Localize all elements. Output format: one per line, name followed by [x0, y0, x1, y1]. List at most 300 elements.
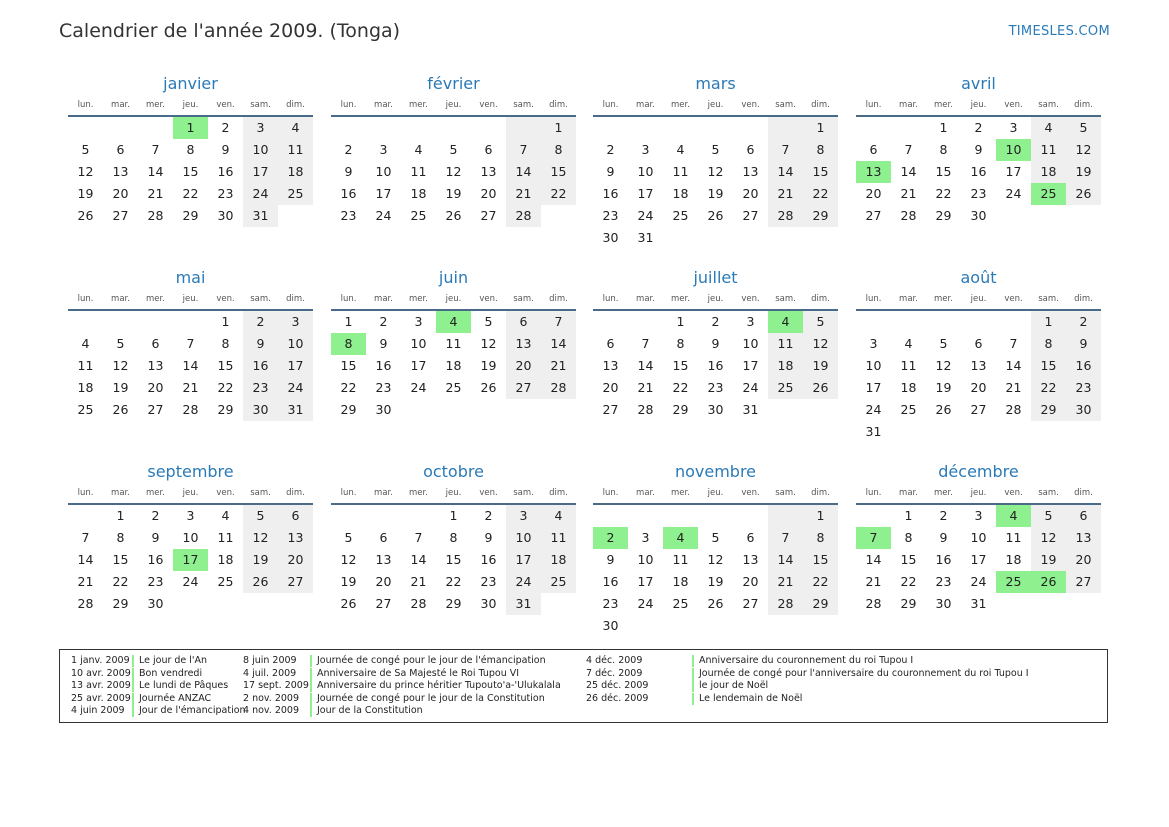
day-cell[interactable]: 26 [707, 596, 724, 611]
day-cell[interactable]: 11 [900, 358, 917, 373]
day-cell[interactable]: 17 [173, 549, 208, 571]
day-cell[interactable]: 2 [593, 527, 628, 549]
day-cell[interactable]: 4 [414, 142, 423, 157]
day-cell[interactable]: 3 [186, 508, 195, 523]
day-cell[interactable]: 24 [243, 183, 278, 205]
day-cell[interactable]: 15 [1031, 355, 1066, 377]
day-cell[interactable]: 5 [449, 142, 458, 157]
day-cell[interactable]: 14 [768, 549, 803, 571]
day-cell[interactable]: 8 [904, 530, 913, 545]
day-cell[interactable]: 1 [116, 508, 125, 523]
day-cell[interactable]: 19 [1066, 161, 1101, 183]
day-cell[interactable]: 2 [151, 508, 160, 523]
day-cell[interactable]: 24 [865, 402, 882, 417]
day-cell[interactable]: 18 [672, 574, 689, 589]
day-cell[interactable]: 8 [221, 336, 230, 351]
day-cell[interactable]: 12 [935, 358, 952, 373]
day-cell[interactable]: 16 [1066, 355, 1101, 377]
day-cell[interactable]: 16 [147, 552, 164, 567]
day-cell[interactable]: 14 [1005, 358, 1022, 373]
day-cell[interactable]: 23 [707, 380, 724, 395]
day-cell[interactable]: 18 [217, 552, 234, 567]
day-cell[interactable]: 13 [480, 164, 497, 179]
day-cell[interactable]: 3 [379, 142, 388, 157]
day-cell[interactable]: 27 [742, 596, 759, 611]
day-cell[interactable]: 5 [803, 311, 838, 333]
day-cell[interactable]: 18 [768, 355, 803, 377]
day-cell[interactable]: 6 [379, 530, 388, 545]
day-cell[interactable]: 21 [77, 574, 94, 589]
day-cell[interactable]: 8 [803, 527, 838, 549]
day-cell[interactable]: 31 [506, 593, 541, 615]
day-cell[interactable]: 29 [935, 208, 952, 223]
day-cell[interactable]: 20 [742, 574, 759, 589]
day-cell[interactable]: 3 [243, 117, 278, 139]
day-cell[interactable]: 3 [1009, 120, 1018, 135]
day-cell[interactable]: 1 [541, 117, 576, 139]
day-cell[interactable]: 29 [445, 596, 462, 611]
day-cell[interactable]: 4 [768, 311, 803, 333]
day-cell[interactable]: 4 [278, 117, 313, 139]
day-cell[interactable]: 29 [340, 402, 357, 417]
day-cell[interactable]: 5 [81, 142, 90, 157]
day-cell[interactable]: 15 [217, 358, 234, 373]
day-cell[interactable]: 25 [672, 208, 689, 223]
day-cell[interactable]: 30 [243, 399, 278, 421]
day-cell[interactable]: 7 [186, 336, 195, 351]
day-cell[interactable]: 4 [541, 505, 576, 527]
day-cell[interactable]: 1 [676, 314, 685, 329]
day-cell[interactable]: 4 [676, 142, 685, 157]
day-cell[interactable]: 14 [900, 164, 917, 179]
day-cell[interactable]: 3 [746, 314, 755, 329]
day-cell[interactable]: 22 [340, 380, 357, 395]
day-cell[interactable]: 2 [221, 120, 230, 135]
day-cell[interactable]: 15 [935, 164, 952, 179]
day-cell[interactable]: 10 [637, 164, 654, 179]
day-cell[interactable]: 2 [711, 314, 720, 329]
day-cell[interactable]: 21 [541, 355, 576, 377]
day-cell[interactable]: 28 [637, 402, 654, 417]
day-cell[interactable]: 24 [1005, 186, 1022, 201]
day-cell[interactable]: 18 [278, 161, 313, 183]
day-cell[interactable]: 31 [278, 399, 313, 421]
day-cell[interactable]: 5 [116, 336, 125, 351]
day-cell[interactable]: 27 [1066, 571, 1101, 593]
day-cell[interactable]: 19 [1031, 549, 1066, 571]
day-cell[interactable]: 25 [410, 208, 427, 223]
day-cell[interactable]: 20 [970, 380, 987, 395]
day-cell[interactable]: 7 [541, 311, 576, 333]
day-cell[interactable]: 15 [803, 161, 838, 183]
day-cell[interactable]: 17 [375, 186, 392, 201]
day-cell[interactable]: 9 [711, 336, 720, 351]
day-cell[interactable]: 22 [900, 574, 917, 589]
day-cell[interactable]: 22 [803, 183, 838, 205]
day-cell[interactable]: 10 [637, 552, 654, 567]
day-cell[interactable]: 15 [182, 164, 199, 179]
day-cell[interactable]: 25 [445, 380, 462, 395]
day-cell[interactable]: 25 [900, 402, 917, 417]
day-cell[interactable]: 30 [480, 596, 497, 611]
day-cell[interactable]: 4 [1031, 117, 1066, 139]
day-cell[interactable]: 16 [935, 552, 952, 567]
day-cell[interactable]: 25 [768, 377, 803, 399]
day-cell[interactable]: 20 [1066, 549, 1101, 571]
day-cell[interactable]: 10 [410, 336, 427, 351]
day-cell[interactable]: 9 [243, 333, 278, 355]
day-cell[interactable]: 31 [742, 402, 759, 417]
day-cell[interactable]: 10 [742, 336, 759, 351]
day-cell[interactable]: 7 [151, 142, 160, 157]
day-cell[interactable]: 11 [217, 530, 234, 545]
day-cell[interactable]: 13 [742, 552, 759, 567]
day-cell[interactable]: 13 [147, 358, 164, 373]
day-cell[interactable]: 12 [112, 358, 129, 373]
day-cell[interactable]: 29 [217, 402, 234, 417]
day-cell[interactable]: 20 [480, 186, 497, 201]
day-cell[interactable]: 3 [974, 508, 983, 523]
day-cell[interactable]: 1 [939, 120, 948, 135]
day-cell[interactable]: 6 [746, 530, 755, 545]
day-cell[interactable]: 14 [541, 333, 576, 355]
day-cell[interactable]: 7 [81, 530, 90, 545]
day-cell[interactable]: 23 [602, 596, 619, 611]
day-cell[interactable]: 6 [746, 142, 755, 157]
day-cell[interactable]: 6 [1066, 505, 1101, 527]
day-cell[interactable]: 29 [182, 208, 199, 223]
day-cell[interactable]: 1 [904, 508, 913, 523]
day-cell[interactable]: 3 [641, 142, 650, 157]
day-cell[interactable]: 23 [480, 574, 497, 589]
day-cell[interactable]: 1 [344, 314, 353, 329]
day-cell[interactable]: 27 [147, 402, 164, 417]
day-cell[interactable]: 26 [77, 208, 94, 223]
day-cell[interactable]: 19 [445, 186, 462, 201]
day-cell[interactable]: 30 [217, 208, 234, 223]
day-cell[interactable]: 24 [506, 571, 541, 593]
day-cell[interactable]: 21 [900, 186, 917, 201]
day-cell[interactable]: 4 [81, 336, 90, 351]
day-cell[interactable]: 24 [637, 208, 654, 223]
day-cell[interactable]: 9 [221, 142, 230, 157]
day-cell[interactable]: 29 [112, 596, 129, 611]
day-cell[interactable]: 2 [379, 314, 388, 329]
day-cell[interactable]: 1 [221, 314, 230, 329]
day-cell[interactable]: 23 [147, 574, 164, 589]
day-cell[interactable]: 3 [869, 336, 878, 351]
day-cell[interactable]: 2 [939, 508, 948, 523]
day-cell[interactable]: 10 [243, 139, 278, 161]
day-cell[interactable]: 10 [375, 164, 392, 179]
day-cell[interactable]: 17 [1005, 164, 1022, 179]
day-cell[interactable]: 27 [602, 402, 619, 417]
day-cell[interactable]: 28 [768, 593, 803, 615]
day-cell[interactable]: 11 [1005, 530, 1022, 545]
day-cell[interactable]: 27 [742, 208, 759, 223]
day-cell[interactable]: 31 [970, 596, 987, 611]
day-cell[interactable]: 12 [707, 552, 724, 567]
day-cell[interactable]: 17 [637, 186, 654, 201]
day-cell[interactable]: 13 [856, 161, 891, 183]
day-cell[interactable]: 16 [707, 358, 724, 373]
day-cell[interactable]: 1 [449, 508, 458, 523]
day-cell[interactable]: 28 [541, 377, 576, 399]
day-cell[interactable]: 24 [410, 380, 427, 395]
day-cell[interactable]: 6 [506, 311, 541, 333]
day-cell[interactable]: 7 [768, 527, 803, 549]
day-cell[interactable]: 4 [221, 508, 230, 523]
day-cell[interactable]: 11 [410, 164, 427, 179]
day-cell[interactable]: 6 [484, 142, 493, 157]
day-cell[interactable]: 19 [340, 574, 357, 589]
day-cell[interactable]: 29 [803, 593, 838, 615]
day-cell[interactable]: 2 [243, 311, 278, 333]
day-cell[interactable]: 29 [672, 402, 689, 417]
day-cell[interactable]: 2 [1066, 311, 1101, 333]
day-cell[interactable]: 15 [112, 552, 129, 567]
day-cell[interactable]: 30 [707, 402, 724, 417]
day-cell[interactable]: 14 [77, 552, 94, 567]
day-cell[interactable]: 16 [480, 552, 497, 567]
day-cell[interactable]: 30 [602, 230, 619, 245]
day-cell[interactable]: 5 [1031, 505, 1066, 527]
day-cell[interactable]: 5 [484, 314, 493, 329]
day-cell[interactable]: 9 [974, 142, 983, 157]
day-cell[interactable]: 15 [803, 549, 838, 571]
day-cell[interactable]: 22 [1031, 377, 1066, 399]
day-cell[interactable]: 27 [865, 208, 882, 223]
day-cell[interactable]: 2 [484, 508, 493, 523]
day-cell[interactable]: 28 [1005, 402, 1022, 417]
day-cell[interactable]: 22 [112, 574, 129, 589]
day-cell[interactable]: 18 [1031, 161, 1066, 183]
day-cell[interactable]: 7 [856, 527, 891, 549]
day-cell[interactable]: 14 [182, 358, 199, 373]
day-cell[interactable]: 31 [637, 230, 654, 245]
day-cell[interactable]: 16 [970, 164, 987, 179]
day-cell[interactable]: 21 [768, 571, 803, 593]
day-cell[interactable]: 14 [865, 552, 882, 567]
day-cell[interactable]: 20 [375, 574, 392, 589]
day-cell[interactable]: 21 [637, 380, 654, 395]
day-cell[interactable]: 22 [445, 574, 462, 589]
day-cell[interactable]: 25 [77, 402, 94, 417]
day-cell[interactable]: 25 [278, 183, 313, 205]
day-cell[interactable]: 5 [711, 142, 720, 157]
day-cell[interactable]: 26 [480, 380, 497, 395]
day-cell[interactable]: 29 [803, 205, 838, 227]
day-cell[interactable]: 23 [1066, 377, 1101, 399]
day-cell[interactable]: 11 [77, 358, 94, 373]
day-cell[interactable]: 1 [1031, 311, 1066, 333]
day-cell[interactable]: 19 [935, 380, 952, 395]
day-cell[interactable]: 4 [663, 527, 698, 549]
day-cell[interactable]: 15 [900, 552, 917, 567]
day-cell[interactable]: 27 [970, 402, 987, 417]
day-cell[interactable]: 7 [904, 142, 913, 157]
day-cell[interactable]: 8 [186, 142, 195, 157]
day-cell[interactable]: 23 [243, 377, 278, 399]
day-cell[interactable]: 21 [1005, 380, 1022, 395]
day-cell[interactable]: 11 [278, 139, 313, 161]
day-cell[interactable]: 30 [935, 596, 952, 611]
day-cell[interactable]: 10 [996, 139, 1031, 161]
day-cell[interactable]: 13 [602, 358, 619, 373]
day-cell[interactable]: 12 [445, 164, 462, 179]
day-cell[interactable]: 8 [541, 139, 576, 161]
day-cell[interactable]: 28 [147, 208, 164, 223]
day-cell[interactable]: 31 [243, 205, 278, 227]
day-cell[interactable]: 18 [1005, 552, 1022, 567]
day-cell[interactable]: 21 [506, 183, 541, 205]
day-cell[interactable]: 14 [637, 358, 654, 373]
day-cell[interactable]: 8 [676, 336, 685, 351]
day-cell[interactable]: 7 [768, 139, 803, 161]
day-cell[interactable]: 17 [637, 574, 654, 589]
day-cell[interactable]: 9 [151, 530, 160, 545]
day-cell[interactable]: 18 [77, 380, 94, 395]
day-cell[interactable]: 26 [1031, 571, 1066, 593]
day-cell[interactable]: 30 [147, 596, 164, 611]
day-cell[interactable]: 14 [147, 164, 164, 179]
day-cell[interactable]: 9 [344, 164, 353, 179]
day-cell[interactable]: 15 [340, 358, 357, 373]
day-cell[interactable]: 17 [410, 358, 427, 373]
day-cell[interactable]: 12 [340, 552, 357, 567]
day-cell[interactable]: 30 [1066, 399, 1101, 421]
day-cell[interactable]: 26 [340, 596, 357, 611]
day-cell[interactable]: 16 [243, 355, 278, 377]
day-cell[interactable]: 11 [672, 164, 689, 179]
day-cell[interactable]: 4 [996, 505, 1031, 527]
day-cell[interactable]: 13 [506, 333, 541, 355]
day-cell[interactable]: 3 [278, 311, 313, 333]
day-cell[interactable]: 25 [1031, 183, 1066, 205]
day-cell[interactable]: 17 [865, 380, 882, 395]
day-cell[interactable]: 23 [375, 380, 392, 395]
day-cell[interactable]: 27 [506, 377, 541, 399]
day-cell[interactable]: 2 [344, 142, 353, 157]
day-cell[interactable]: 17 [506, 549, 541, 571]
day-cell[interactable]: 18 [672, 186, 689, 201]
day-cell[interactable]: 31 [865, 424, 882, 439]
day-cell[interactable]: 17 [970, 552, 987, 567]
day-cell[interactable]: 15 [541, 161, 576, 183]
day-cell[interactable]: 27 [278, 571, 313, 593]
day-cell[interactable]: 15 [672, 358, 689, 373]
day-cell[interactable]: 26 [243, 571, 278, 593]
day-cell[interactable]: 11 [768, 333, 803, 355]
day-cell[interactable]: 24 [742, 380, 759, 395]
day-cell[interactable]: 27 [375, 596, 392, 611]
day-cell[interactable]: 11 [541, 527, 576, 549]
day-cell[interactable]: 1 [803, 505, 838, 527]
day-cell[interactable]: 19 [707, 574, 724, 589]
day-cell[interactable]: 8 [939, 142, 948, 157]
day-cell[interactable]: 12 [77, 164, 94, 179]
day-cell[interactable]: 13 [112, 164, 129, 179]
day-cell[interactable]: 8 [116, 530, 125, 545]
day-cell[interactable]: 4 [904, 336, 913, 351]
day-cell[interactable]: 17 [243, 161, 278, 183]
day-cell[interactable]: 6 [974, 336, 983, 351]
day-cell[interactable]: 5 [711, 530, 720, 545]
day-cell[interactable]: 18 [445, 358, 462, 373]
day-cell[interactable]: 6 [151, 336, 160, 351]
day-cell[interactable]: 21 [768, 183, 803, 205]
day-cell[interactable]: 16 [602, 574, 619, 589]
day-cell[interactable]: 12 [480, 336, 497, 351]
day-cell[interactable]: 5 [939, 336, 948, 351]
day-cell[interactable]: 16 [340, 186, 357, 201]
day-cell[interactable]: 5 [344, 530, 353, 545]
day-cell[interactable]: 22 [672, 380, 689, 395]
day-cell[interactable]: 30 [602, 618, 619, 633]
day-cell[interactable]: 20 [506, 355, 541, 377]
day-cell[interactable]: 21 [147, 186, 164, 201]
day-cell[interactable]: 5 [243, 505, 278, 527]
day-cell[interactable]: 19 [707, 186, 724, 201]
day-cell[interactable]: 27 [480, 208, 497, 223]
day-cell[interactable]: 28 [865, 596, 882, 611]
day-cell[interactable]: 3 [641, 530, 650, 545]
day-cell[interactable]: 13 [970, 358, 987, 373]
day-cell[interactable]: 2 [606, 142, 615, 157]
day-cell[interactable]: 6 [869, 142, 878, 157]
day-cell[interactable]: 11 [445, 336, 462, 351]
day-cell[interactable]: 28 [410, 596, 427, 611]
day-cell[interactable]: 21 [410, 574, 427, 589]
day-cell[interactable]: 15 [445, 552, 462, 567]
day-cell[interactable]: 10 [970, 530, 987, 545]
day-cell[interactable]: 10 [278, 333, 313, 355]
day-cell[interactable]: 26 [112, 402, 129, 417]
day-cell[interactable]: 20 [147, 380, 164, 395]
day-cell[interactable]: 13 [278, 527, 313, 549]
day-cell[interactable]: 26 [935, 402, 952, 417]
day-cell[interactable]: 24 [375, 208, 392, 223]
day-cell[interactable]: 12 [243, 527, 278, 549]
day-cell[interactable]: 20 [602, 380, 619, 395]
day-cell[interactable]: 9 [939, 530, 948, 545]
day-cell[interactable]: 22 [803, 571, 838, 593]
day-cell[interactable]: 21 [182, 380, 199, 395]
day-cell[interactable]: 26 [1066, 183, 1101, 205]
day-cell[interactable]: 24 [970, 574, 987, 589]
day-cell[interactable]: 8 [331, 333, 366, 355]
day-cell[interactable]: 28 [182, 402, 199, 417]
day-cell[interactable]: 16 [217, 164, 234, 179]
day-cell[interactable]: 7 [414, 530, 423, 545]
day-cell[interactable]: 9 [379, 336, 388, 351]
day-cell[interactable]: 20 [112, 186, 129, 201]
day-cell[interactable]: 23 [602, 208, 619, 223]
day-cell[interactable]: 23 [935, 574, 952, 589]
day-cell[interactable]: 14 [768, 161, 803, 183]
day-cell[interactable]: 28 [768, 205, 803, 227]
site-link[interactable]: TIMESLES.COM [1008, 24, 1110, 39]
day-cell[interactable]: 10 [182, 530, 199, 545]
day-cell[interactable]: 12 [1066, 139, 1101, 161]
day-cell[interactable]: 30 [970, 208, 987, 223]
day-cell[interactable]: 25 [217, 574, 234, 589]
day-cell[interactable]: 7 [506, 139, 541, 161]
day-cell[interactable]: 7 [1009, 336, 1018, 351]
day-cell[interactable]: 9 [484, 530, 493, 545]
day-cell[interactable]: 13 [1066, 527, 1101, 549]
day-cell[interactable]: 17 [742, 358, 759, 373]
